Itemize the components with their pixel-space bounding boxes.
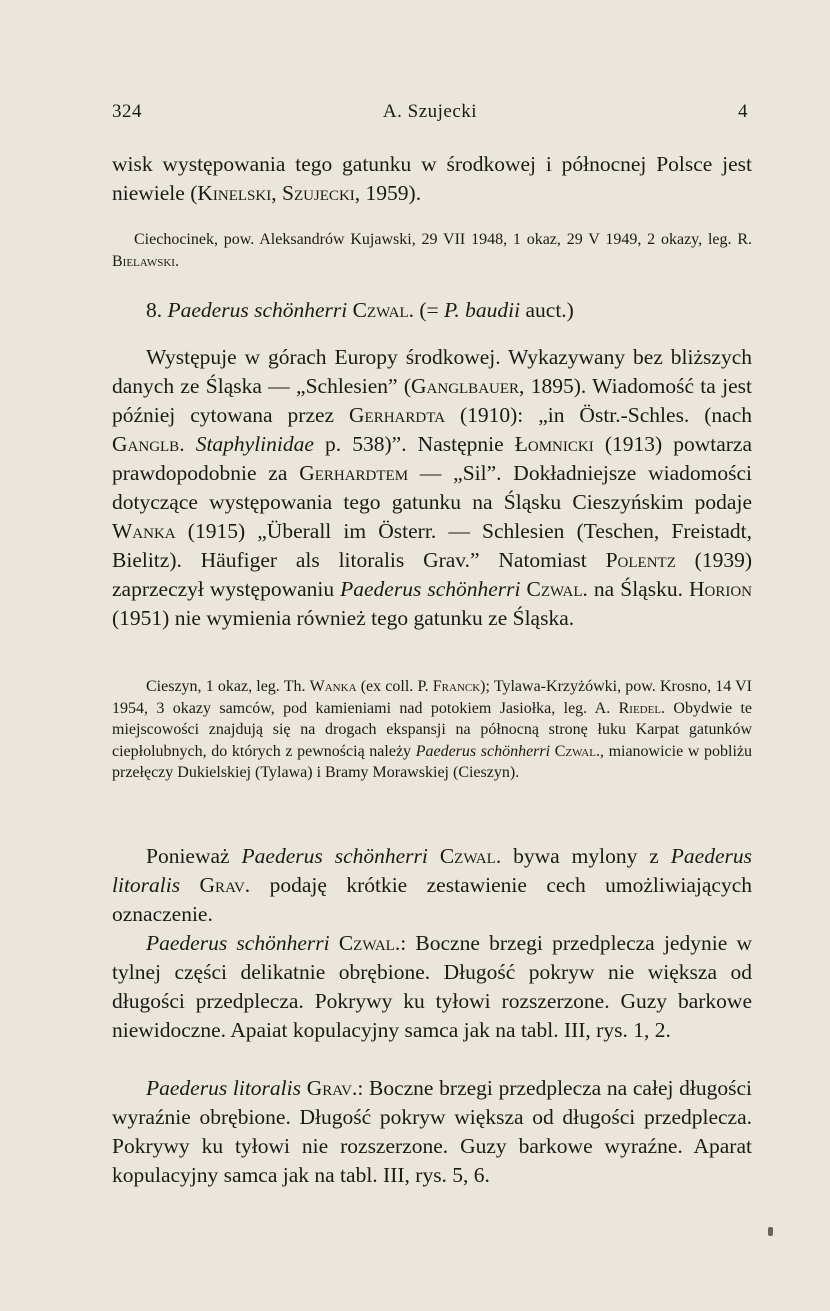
- paragraph-litoralis-traits: Paederus litoralis Grav.: Boczne brzegi przedplecza na całej długości wyraźnie obrębione. Długość pokryw większa od długości przedplecza. Pokrywy ku tyłowi nie rozszerzone. Guzy barkowe wyraźne. Aparat kopulacyjny samca jak na tabl. III, rys. 5, 6.: [112, 1076, 753, 1187]
- collector-name: Bielawski: [112, 252, 175, 270]
- author-citation: Kinelski: [197, 181, 272, 205]
- paragraph-occurrence: Występuje w górach Europy środkowej. Wykazywany bez bliższych danych ze Śląska — „Schlesien” (Ganglbauer, 1895). Wiadomość ta jest później cytowana przez Gerhardta (1910): „in Östr.-Schles. (nach Ganglb. Staphylinidae p. 538)”. Następnie Łomnicki (1913) powtarza prawdopodobnie za Gerhardtem — „Sil”. Dokładniejsze wiadomości dotyczące występowania tego gatunku na Śląsku Cieszyńskim podaje Wanka (1915) „Überall im Österr. — Schlesien (Teschen, Freistadt, Bielitz). Häufiger als litoralis Grav.” Natomiast Polentz (1939) zaprzeczył występowaniu Paederus schönherri Czwal. na Śląsku. Horion (1951) nie wymienia również tego gatunku ze Śląska.: [112, 345, 753, 630]
- issue-number: 4: [738, 101, 748, 122]
- specimen-note-ciechocinek: Ciechocinek, pow. Aleksandrów Kujawski, 29 VII 1948, 1 okaz, 29 V 1949, 2 okazy, leg. R. Bielawski.: [112, 231, 752, 270]
- page-number: 324: [112, 101, 142, 122]
- paragraph-distribution-intro: wisk występowania tego gatunku w środkowej i północnej Polsce jest niewiele (Kinelski, Szujecki, 1959).: [112, 152, 752, 205]
- synonym-name: P. baudii: [444, 298, 521, 322]
- running-head: [112, 101, 748, 127]
- specimen-note-cieszyn: Cieszyn, 1 okaz, leg. Th. Wanka (ex coll. P. Franck); Tylawa-Krzyżówki, pow. Krosno, 14 VI 1954, 3 okazy samców, pod kamieniami nad potokiem Jasiołka, leg. A. Riedel. Obydwie te miejscowości znajdują się na drogach ekspansji na północną stronę łuku Karpat gatunków ciepłolubnych, do których z pewnością należy Paederus schönherri Czwal., mianowicie w pobliżu przełęczy Dukielskiej (Tylawa) i Bramy Morawskiej (Cieszyn).: [112, 678, 753, 781]
- species-name: Paederus schönherri: [167, 298, 348, 322]
- running-head-author: A. Szujecki: [382, 101, 478, 122]
- species-author: Czwal: [352, 298, 409, 322]
- species-heading: 8. Paederus schönherri Czwal. (= P. baudii auct.): [146, 298, 574, 322]
- paragraph-schonherri-traits: Paederus schönherri Czwal.: Boczne brzegi przedplecza jedynie w tylnej części delikatnie obrębione. Długość pokryw nie większa od długości przedplecza. Pokrywy ku tyłowi rozszerzone. Guzy barkowe niewidoczne. Apaiat kopulacyjny samca jak na tabl. III, rys. 1, 2.: [112, 931, 752, 1042]
- paragraph-comparison-intro: Ponieważ Paederus schönherri Czwal. bywa mylony z Paederus litoralis Grav. podaję krótkie zestawienie cech umożliwiających oznaczenie.: [112, 844, 752, 926]
- author-citation: Szujecki: [281, 181, 355, 205]
- print-speck: [768, 1227, 773, 1236]
